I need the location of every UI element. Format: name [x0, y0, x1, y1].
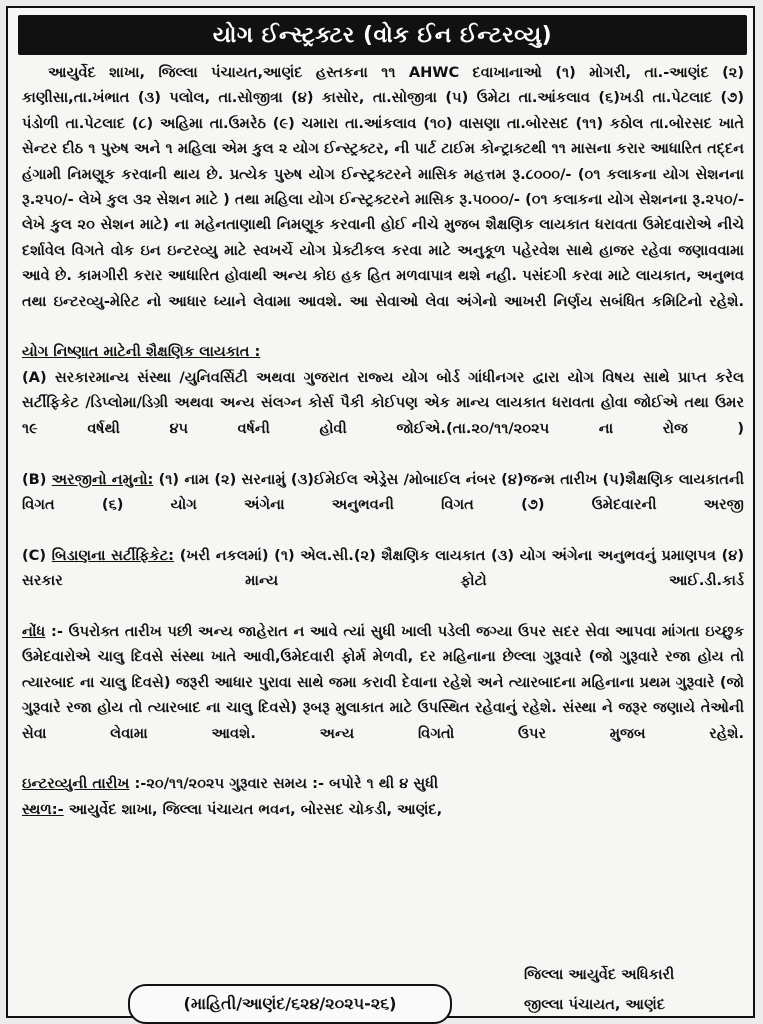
item-c	[22, 543, 744, 619]
signature-block	[524, 960, 744, 1020]
interview-date-line	[22, 771, 744, 796]
footer-reference: (માહિતી/આણંદ/૬૨૪/૨૦૨૫-૨૬)	[128, 984, 452, 1024]
note-text: :- ઉપરોક્ત તારીખ પછી અન્ય જાહેરાત ન આવે ત્યાં સુધી ખાલી પડેલી જગ્યા ઉપર સદર સેવા આપવા માંગતા ઇચ્છુક ઉમેદવારોએ ચાલુ દિવસે સંસ્થા ખાતે આવી,ઉમેદવારી ફોર્મ મેળવી, દર મહિનાના છેલ્લા ગુરૂવારે (જો ગુરૂવારે રજા હોય તો ત્યારબાદ ના ચાલુ દિવસે) જરૂરી આધાર પુરાવા સાથે જમા કરાવી દેવાના રહેશે અને ત્યારબાદના મહિનાના પ્રથમ ગુરૂવારે (જો ગુરૂવારે રજા હોય તો ત્યારબાદ ના ચાલુ દિવસે) રૂબરૂ મુલાકાત માટે ઉપસ્થિત રહેવાનું રહેશે. સંસ્થા ને જરૂર જણાયે તેઓની સેવા લેવામા આવશે. અન્ય વિગતો ઉપર મુજબ રહેશે.	[22, 622, 744, 742]
place-text: આયુર્વેદ શાખા, જિલ્લા પંચાયત ભવન, બોરસદ ચોકડી, આણંદ,	[63, 800, 443, 818]
item-a-prefix: (A)	[22, 368, 47, 386]
qualification-heading: યોગ નિષ્ણાત માટેની શૈક્ષણિક લાયકાત :	[22, 343, 261, 361]
item-c-label: બિડાણના સર્ટીફિકેટ:	[51, 546, 175, 564]
signature-office: જીલ્લા પંચાયત, આણંદ	[524, 996, 666, 1013]
notice-body	[22, 60, 744, 822]
item-a	[22, 365, 744, 467]
notice-title: યોગ ઈન્સ્ટ્રક્ટર (વોક ઈન ઈન્ટરવ્યુ)	[18, 15, 747, 55]
place-line	[22, 797, 744, 822]
signature-designation: જિલ્લા આયુર્વેદ અધિકારી	[524, 966, 675, 983]
item-b-prefix: (B)	[22, 470, 47, 488]
note-paragraph	[22, 619, 744, 771]
notice-sheet	[6, 6, 755, 1018]
item-b	[22, 467, 744, 543]
interview-text: :-૨૦/૧૧/૨૦૨૫ ગુરૂવાર સમય :- બપોરે ૧ થી ૪ સુધી	[129, 775, 439, 793]
interview-label: ઇન્ટરવ્યુની તારીખ	[22, 775, 130, 793]
intro-paragraph: આયુર્વેદ શાખા, જિલ્લા પંચાયત,આણંદ હસ્તકના ૧૧ AHWC દવાખાનાઓ (૧) મોગરી, તા.-આણંદ (૨) કાણીસા,તા.ખંભાત (૩) પલોલ, તા.સોજીત્રા (૪) કાસોર, તા.સોજીત્રા (૫) ઉમેટા તા.આંકલાવ (૬)ખડી તા.પેટલાદ (૭) પંડોળી તા.પેટલાદ (૮) અહિમા તા.ઉમરેઠ (૯) ચમારા તા.આંકલાવ (૧૦) વાસણા તા.બોરસદ (૧૧) કઠોલ તા.બોરસદ ખાતે સેન્ટર દીઠ ૧ પુરુષ અને ૧ મહિલા એમ કુલ ૨ યોગ ઈન્સ્ટ્રક્ટર, ની પાર્ટ ટાઈમ કોન્ટ્રાક્ટથી ૧૧ માસના કરાર આધારિત તદ્દન હંગામી નિમણૂક કરવાની થાય છે. પ્રત્યેક પુરુષ યોગ ઈન્સ્ટ્રક્ટરને માસિક મહત્તમ રૂ.૮૦૦૦/- (૦૧ કલાકના યોગ સેશનના રૂ.૨૫૦/- લેખે કુલ ૩૨ સેશન માટે ) તથા મહિલા યોગ ઈન્સ્ટ્રક્ટરને માસિક રૂ.૫૦૦૦/- (૦૧ કલાકના યોગ સેશનના રૂ.૨૫૦/- લેખે કુલ ૨૦ સેશન માટે) ના મહેનતાણાથી નિમણૂક કરવાની હોઈ નીચે મુજબ શૈક્ષણિક લાયકાત ધરાવતા ઉમેદવારોએ નીચે દર્શાવેલ વિગતે વોક ઇન ઇન્ટરવ્યુ માટે સ્વખર્ચે યોગ પ્રેક્ટીકલ કરવા માટે અનુકૂળ પહેરવેશ સાથે હાજર રહેવા જણાવવામા આવે છે. કામગીરી કરાર આધારિત હોવાથી અન્ય કોઇ હક હિત મળવાપાત્ર થશે નહી. પસંદગી કરવા માટે લાયકાત, અનુભવ તથા ઇન્ટરવ્યુ-મેરિટ નો આધાર ધ્યાને લેવામા આવશે. આ સેવાઓ લેવા અંગેનો આખરી નિર્ણય સબંધિત કમિટિનો રહેશે.	[22, 64, 744, 310]
item-a-text: સરકારમાન્ય સંસ્થા /યુનિવર્સિટી અથવા ગુજરાત રાજ્ય યોગ બોર્ડ ગાંધીનગર દ્વારા યોગ વિષય સાથે પ્રાપ્ત કરેલ સર્ટીફિકેટ /ડિપ્લોમા/ડિગ્રી અથવા અન્ય સંલગ્ન કોર્સ પૈકી કોઈપણ એક માન્ય લાયકાત ધરાવતા હોવા જોઈએ તથા ઉમર ૧૯ વર્ષથી ૪૫ વર્ષની હોવી જોઈએ.(તા.૨૦/૧૧/૨૦૨૫ ના રોજ )	[22, 368, 744, 437]
item-b-text: (૧) નામ (૨) સરનામું (૩)ઈમેઈલ એડ્રેસ /મોબાઈલ નંબર (૪)જન્મ તારીખ (૫)શૈક્ષણિક લાયકાતની વિગત (૬) યોગ અંગેના અનુભવની વિગત (૭) ઉમેદવારની અરજી	[22, 470, 744, 513]
item-b-label: અરજીનો નમુનો:	[51, 470, 154, 488]
note-label: નોંધ	[22, 622, 46, 640]
item-c-text: (ખરી નકલમાં) (૧) એલ.સી.(૨) શૈક્ષણિક લાયકાત (૩) યોગ અંગેના અનુભવનું પ્રમાણપત્ર (૪) સરકાર માન્ય ફોટો આઈ.ડી.કાર્ડ	[22, 546, 744, 590]
item-c-prefix: (C)	[22, 546, 47, 564]
place-label: સ્થળ:-	[22, 800, 64, 818]
